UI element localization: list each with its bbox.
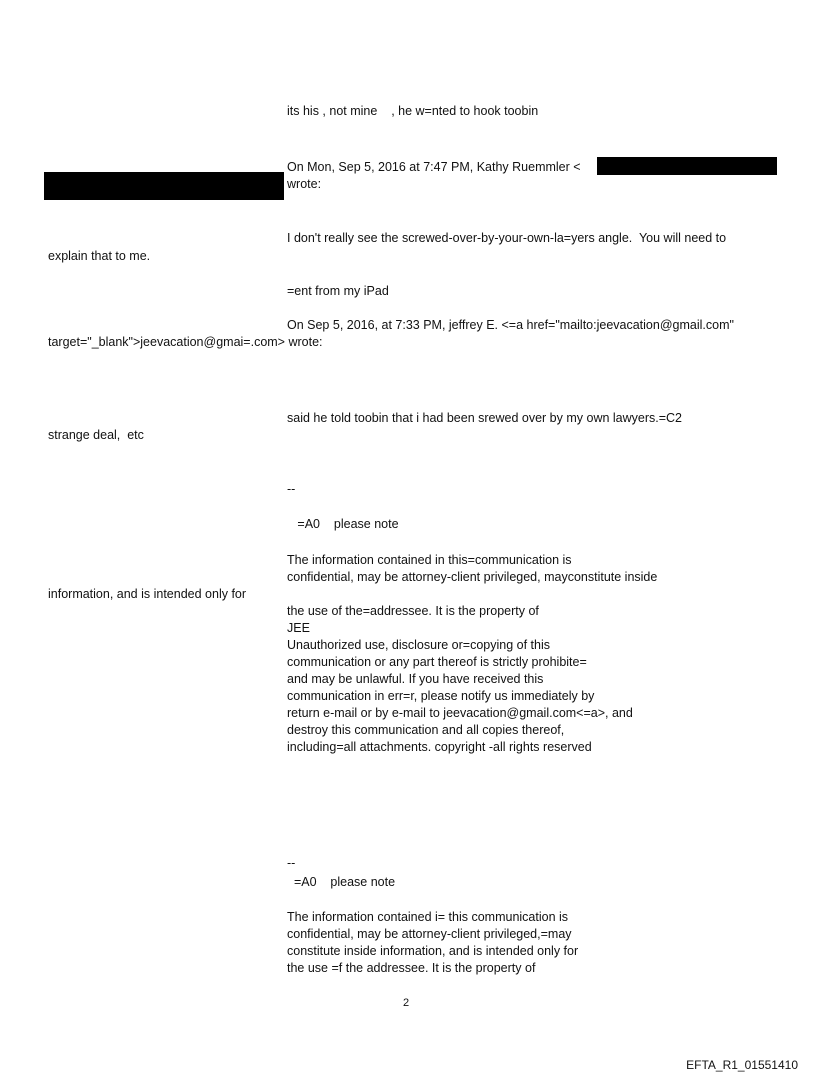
text-line: JEE [287,621,310,635]
text-line: The information contained i= this communication is [287,910,569,924]
text-line: =ent from my iPad [287,284,389,298]
text-line: the use =f the addressee. It is the property of [287,961,536,975]
text-line: including=all attachments. copyright -all rights reserved [287,740,592,754]
text-line: information, and is intended only for [48,587,247,601]
text-line: -- [287,482,296,496]
page-number: 2 [403,997,410,1009]
text-line: communication or any part thereof is strictly prohibite= [287,655,587,669]
text-line: confidential, may be attorney-client privileged,=may [287,927,572,941]
text-line: On Mon, Sep 5, 2016 at 7:47 PM, Kathy Ruemmler < [287,160,581,174]
document-id: EFTA_R1_01551410 [686,1058,798,1072]
text-line: communication in err=r, please notify us immediately by [287,689,595,703]
text-line: and may be unlawful. If you have received this [287,672,544,686]
text-line: wrote: [287,177,322,191]
text-line: -- [287,856,296,870]
text-line: =A0 please note [287,875,396,889]
text-line: explain that to me. [48,249,151,263]
text-line: Unauthorized use, disclosure or=copying of this [287,638,550,652]
text-line: target="_blank">jeevacation@gmai=.com> wrote: [48,335,323,349]
text-line: constitute inside information, and is intended only for [287,944,579,958]
text-line: its his , not mine , he w=nted to hook toobin [287,104,539,118]
text-line: confidential, may be attorney-client privileged, mayconstitute inside [287,570,658,584]
redaction-box [597,157,777,175]
text-line: I don't really see the screwed-over-by-your-own-la=yers angle. You will need to [287,231,727,245]
text-line: On Sep 5, 2016, at 7:33 PM, jeffrey E. <=a href="mailto:jeevacation@gmail.com" [287,318,734,332]
text-line: strange deal, etc [48,428,144,442]
text-line: destroy this communication and all copies thereof, [287,723,565,737]
text-line: the use of the=addressee. It is the property of [287,604,539,618]
text-line: The information contained in this=communication is [287,553,572,567]
text-line: return e-mail or by e-mail to jeevacation@gmail.com<=a>, and [287,706,633,720]
text-line: =A0 please note [287,517,399,531]
redaction-box [44,172,284,200]
text-line: said he told toobin that i had been srewed over by my own lawyers.=C2 [287,411,683,425]
